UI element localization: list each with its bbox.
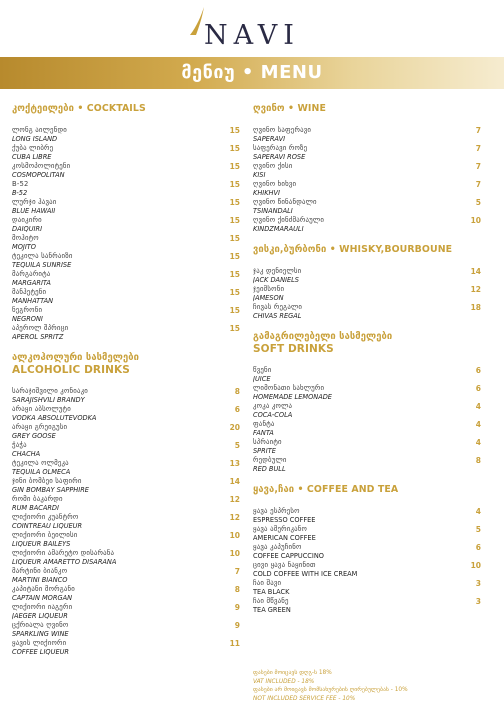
item-price: 15 [229, 324, 240, 333]
item-price: 14 [470, 267, 481, 276]
item-price: 15 [229, 144, 240, 153]
menu-item [12, 162, 240, 180]
menu-section [253, 103, 481, 234]
item-price: 7 [475, 126, 481, 135]
item-price: 6 [234, 405, 240, 414]
menu-item [12, 324, 240, 342]
item-name-en: ESPRESSO COFFEE [253, 515, 316, 524]
item-price: 15 [229, 288, 240, 297]
item-price: 6 [475, 384, 481, 393]
menu-item [253, 303, 481, 321]
item-price: 6 [475, 366, 481, 375]
item-price: 8 [234, 387, 240, 396]
item-name-en: MARTINI BIANCO [12, 575, 68, 584]
item-name-geo: სარაჯიშვილი კონიაკი [12, 387, 89, 395]
item-price: 8 [475, 456, 481, 465]
item-name-geo: კოსმოპოლიტენი [12, 162, 71, 170]
item-name-en: LONG ISLAND [12, 134, 58, 143]
item-name-en: JAEGER LIQUEUR [12, 611, 68, 620]
menu-item [253, 384, 481, 402]
item-name-geo: ღვინო წინანდალი [253, 198, 317, 206]
item-price: 7 [475, 144, 481, 153]
item-price: 15 [229, 216, 240, 225]
menu-item [12, 459, 240, 477]
item-name-geo: ღვინო ხიხვი [253, 180, 297, 188]
item-name-geo: ყავა ესპრესო [253, 507, 300, 515]
item-name-en: FANTA [253, 428, 274, 437]
item-name-en: KISI [253, 170, 266, 179]
section-title [253, 244, 481, 256]
item-name-geo: კოკა კოლა [253, 402, 293, 410]
menu-item [253, 525, 481, 543]
item-name-geo: ყავა ამერიკანო [253, 525, 308, 533]
item-name-geo: ლიქიორი ბეილისი [12, 531, 78, 539]
item-name-geo: არაყი გრეიგუსი [12, 423, 68, 431]
section-title [253, 331, 481, 356]
menu-item [253, 162, 481, 180]
item-price: 15 [229, 126, 240, 135]
item-price: 15 [229, 162, 240, 171]
item-name-geo: ღვინო ქინძმარაული [253, 216, 325, 224]
menu-item [253, 285, 481, 303]
item-price: 10 [470, 216, 481, 225]
menu-item [253, 507, 481, 525]
item-name-geo: სპრაიტი [253, 438, 282, 446]
item-price: 11 [229, 639, 240, 648]
item-name-en: COCA-COLA [253, 410, 293, 419]
menu-section [12, 103, 240, 342]
item-name-en: BLUE HAWAII [12, 206, 56, 215]
item-name-geo: B-52 [12, 180, 29, 188]
item-name-en: SAPERAVI [253, 134, 286, 143]
menu-item [12, 306, 240, 324]
menu-item [12, 567, 240, 585]
item-name-geo: რომი ბაკარდი [12, 495, 63, 503]
item-name-geo: აპეროლ შპრიცი [12, 324, 69, 332]
item-name-en: RUM BACARDI [12, 503, 59, 512]
menu-item [12, 180, 240, 198]
menu-item [12, 585, 240, 603]
item-name-geo: დაიკირი [12, 216, 42, 224]
menu-item [253, 402, 481, 420]
menu-item [253, 180, 481, 198]
menu-item [253, 561, 481, 579]
note-text: ფასები მოიცავს დღგ-ს 18% [253, 670, 332, 676]
menu-item [12, 144, 240, 162]
menu-item [253, 267, 481, 285]
item-name-geo: ლურჯი ჰავაი [12, 198, 57, 206]
menu-item [12, 270, 240, 288]
item-name-en: SARAJISHVILI BRANDY [12, 395, 85, 404]
section-title-text: ღვინო • WINE [253, 103, 326, 114]
menu-item [12, 216, 240, 234]
item-name-geo: ქუბა ლიბრე [12, 144, 54, 152]
item-name-geo: კაპიტანი მორგანი [12, 585, 75, 593]
item-name-geo: ცივი ყავა ნაყინით [253, 561, 316, 569]
item-name-geo: წვენი [253, 366, 272, 374]
section-title [12, 103, 240, 115]
item-name-en: COFFEE CAPPUCCINO [253, 551, 324, 560]
item-name-geo: ყავა კაპუჩინო [253, 543, 302, 551]
item-price: 9 [234, 603, 240, 612]
item-name-en: RED BULL [253, 464, 286, 473]
menu-item [12, 513, 240, 531]
item-name-en: TEA GREEN [253, 605, 291, 614]
menu-section [253, 331, 481, 474]
section-title-text: კოქტეილები • COCKTAILS [12, 103, 146, 114]
item-name-geo: ღვინო საფერავი [253, 126, 312, 134]
item-price: 7 [475, 180, 481, 189]
menu-item [12, 621, 240, 639]
menu-item [12, 441, 240, 459]
section-title-text: ალკოჰოლური სასმელები [12, 352, 140, 363]
item-price: 15 [229, 234, 240, 243]
section-title-text: გამაგრილებელი სასმელები [253, 331, 393, 342]
item-name-en: B-52 [12, 188, 28, 197]
item-price: 10 [229, 549, 240, 558]
item-name-en: MOJITO [12, 242, 36, 251]
menu-item [12, 126, 240, 144]
item-price: 5 [475, 198, 481, 207]
item-name-geo: ლიქიორი იაგერი [12, 603, 73, 611]
item-name-geo: ფანტა [253, 420, 275, 428]
menu-item [12, 234, 240, 252]
item-name-en: COLD COFFEE WITH ICE CREAM [253, 569, 358, 578]
item-name-en: AMERICAN COFFEE [253, 533, 316, 542]
note-text: NOT INCLUDED SERVICE FEE - 10% [253, 695, 356, 702]
item-name-geo: მარგარიტა [12, 270, 51, 278]
menu-item [253, 543, 481, 561]
item-name-en: HOMEMADE LEMONADE [253, 392, 332, 401]
item-name-geo: ცქრიალა ღვინო [12, 621, 69, 629]
item-name-en: CUBA LIBRE [12, 152, 52, 161]
item-name-en: TEQUILA SUNRISE [12, 260, 72, 269]
item-price: 14 [229, 477, 240, 486]
menu-item [253, 438, 481, 456]
item-name-en: MANHATTAN [12, 296, 54, 305]
item-name-en: TEQUILA OLMECA [12, 467, 71, 476]
item-name-en: GREY GOOSE [12, 431, 56, 440]
item-price: 20 [229, 423, 240, 432]
item-name-en: SPRITE [253, 446, 276, 455]
menu-item [12, 639, 240, 657]
item-name-geo: არაყი აბსოლუტი [12, 405, 71, 413]
item-price: 4 [475, 438, 481, 447]
menu-section [253, 484, 481, 615]
menu-item [12, 387, 240, 405]
item-name-en: CHACHA [12, 449, 41, 458]
menu-item [253, 420, 481, 438]
item-price: 5 [234, 441, 240, 450]
item-name-en: SPARKLING WINE [12, 629, 69, 638]
menu-item [12, 603, 240, 621]
item-name-en: LIQUEUR AMARETTO DISARANA [12, 557, 117, 566]
item-name-en: TSINANDALI [253, 206, 293, 215]
section-title [12, 352, 240, 377]
logo [0, 6, 504, 54]
item-name-geo: რედბული [253, 456, 287, 464]
item-name-geo: ჯინი ბომბეი საფირი [12, 477, 82, 485]
menu-title: მენიუ • MENU [181, 62, 323, 83]
section-title [253, 484, 481, 496]
menu-banner [0, 57, 504, 89]
menu-item [253, 579, 481, 597]
menu-item [253, 126, 481, 144]
item-name-en: JAMESON [253, 293, 284, 302]
section-title [253, 103, 481, 115]
menu-item [12, 288, 240, 306]
item-name-en: JUICE [253, 374, 271, 383]
item-name-en: DAIQUIRI [12, 224, 43, 233]
item-name-en: GIN BOMBAY SAPPHIRE [12, 485, 89, 494]
item-price: 12 [470, 285, 481, 294]
menu-item [253, 144, 481, 162]
section-title-text: ვისკი,ბურბონი • WHISKY,BOURBOUNE [253, 244, 453, 255]
item-price: 13 [229, 459, 240, 468]
item-name-geo: ჩივას რეგალი [253, 303, 303, 311]
item-price: 12 [229, 513, 240, 522]
item-name-geo: ლიმონათი სახლური [253, 384, 325, 392]
item-name-geo: ჩაი შავი [253, 579, 282, 587]
item-name-en: TEA BLACK [253, 587, 290, 596]
item-price: 6 [475, 543, 481, 552]
menu-item [12, 531, 240, 549]
item-price: 12 [229, 495, 240, 504]
item-name-en: KHIKHVI [253, 188, 280, 197]
item-price: 4 [475, 402, 481, 411]
item-price: 18 [470, 303, 481, 312]
item-name-en: COSMOPOLITAN [12, 170, 65, 179]
item-name-geo: ჭაჭა [12, 441, 27, 449]
item-name-en: LIQUEUR BAILEYS [12, 539, 71, 548]
right-column [253, 103, 481, 625]
menu-item [12, 198, 240, 216]
section-title-en: ALCOHOLIC DRINKS [12, 364, 130, 376]
item-price: 7 [234, 567, 240, 576]
item-price: 8 [234, 585, 240, 594]
menu-item [12, 477, 240, 495]
note-text: VAT INCLUDED - 18% [253, 678, 315, 685]
item-name-geo: ლიქიორი ამარეტო დისარანა [12, 549, 115, 557]
section-title-en: SOFT DRINKS [253, 343, 334, 355]
item-price: 5 [475, 525, 481, 534]
item-name-geo: ჯაკ დენიელსი [253, 267, 302, 275]
item-name-geo: ტეკილა სანრაიზი [12, 252, 73, 260]
menu-section [253, 244, 481, 321]
item-price: 7 [475, 162, 481, 171]
menu-item [12, 405, 240, 423]
item-price: 10 [470, 561, 481, 570]
menu-item [253, 216, 481, 234]
item-name-geo: მოჰიტო [12, 234, 39, 242]
item-price: 15 [229, 180, 240, 189]
menu-item [253, 456, 481, 474]
item-name-en: MARGARITA [12, 278, 51, 287]
item-price: 4 [475, 420, 481, 429]
item-price: 9 [234, 621, 240, 630]
item-name-geo: ყავის ლიქიორი [12, 639, 67, 647]
item-name-en: KINDZMARAULI [253, 224, 304, 233]
left-column [12, 103, 240, 667]
item-name-geo: საფერავი როზე [253, 144, 308, 152]
menu-section [12, 352, 240, 657]
item-name-en: VODKA ABSOLUTEVODKA [12, 413, 97, 422]
item-name-en: SAPERAVI ROSE [253, 152, 306, 161]
note-text: ფასები არ მოიცავს მომსახურების ღირებულებას - 10% [253, 687, 408, 693]
item-name-en: JACK DANIELS [253, 275, 299, 284]
item-price: 10 [229, 531, 240, 540]
item-name-geo: ღვინო ქისი [253, 162, 293, 170]
brand-name: NAVI [204, 20, 300, 51]
item-price: 15 [229, 270, 240, 279]
item-name-en: COFFEE LIQUEUR [12, 647, 70, 656]
item-price: 15 [229, 198, 240, 207]
menu-item [12, 423, 240, 441]
item-name-en: COINTREAU LIQUEUR [12, 521, 83, 530]
section-title-text: ყავა,ჩაი • COFFEE AND TEA [253, 484, 399, 495]
menu-item [12, 549, 240, 567]
item-name-geo: მანჰეტენი [12, 288, 47, 296]
menu-item [253, 198, 481, 216]
item-name-en: APEROL SPRITZ [12, 332, 64, 341]
item-name-geo: ტეკილა ოლმეკა [12, 459, 69, 467]
item-price: 15 [229, 252, 240, 261]
item-name-en: CAPTAIN MORGAN [12, 593, 73, 602]
price-notes [253, 669, 493, 703]
item-name-en: NEGRONI [12, 314, 43, 323]
item-name-en: CHIVAS REGAL [253, 311, 302, 320]
item-name-geo: ჩაი მწვანე [253, 597, 289, 605]
item-price: 4 [475, 507, 481, 516]
item-name-geo: ლონგ აილენდი [12, 126, 67, 134]
item-name-geo: ლიქიორი კუანტრო [12, 513, 79, 521]
item-name-geo: ნეგრონი [12, 306, 43, 314]
item-price: 3 [475, 579, 481, 588]
menu-item [253, 597, 481, 615]
menu-item [253, 366, 481, 384]
item-price: 15 [229, 306, 240, 315]
item-price: 3 [475, 597, 481, 606]
menu-item [12, 252, 240, 270]
item-name-geo: ჯეიმსონი [253, 285, 285, 293]
item-name-geo: მარტინი ბიანკო [12, 567, 68, 575]
menu-item [12, 495, 240, 513]
